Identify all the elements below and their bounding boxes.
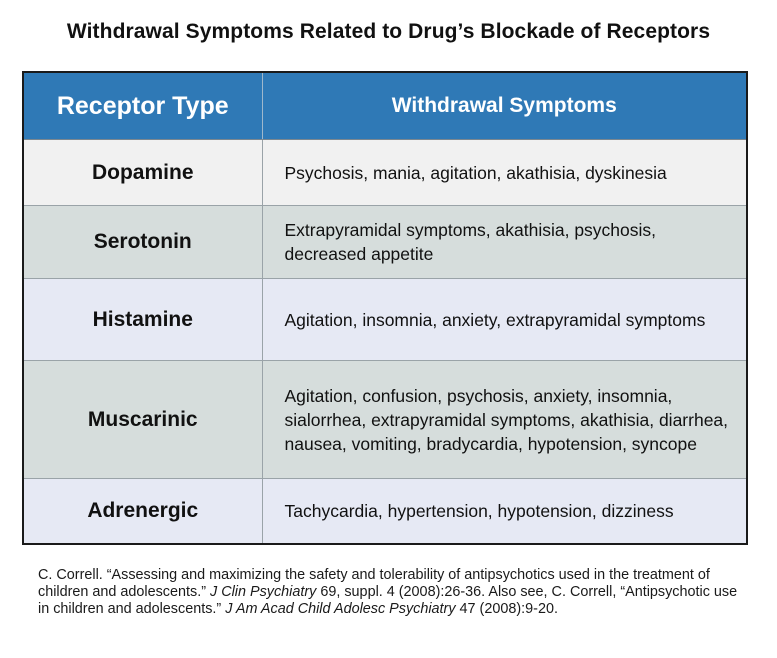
reference-journal-1: J Clin Psychiatry [210, 584, 317, 600]
symptoms-cell: Extrapyramidal symptoms, akathisia, psychosis, decreased appetite [262, 206, 746, 279]
reference-text-3: 47 (2008):9-20. [455, 601, 558, 617]
symptoms-cell: Agitation, insomnia, anxiety, extrapyramidal symptoms [262, 279, 746, 361]
table-header-row [24, 73, 746, 140]
reference-citation [38, 567, 748, 618]
symptoms-table-grid [24, 73, 746, 543]
symptoms-cell: Tachycardia, hypertension, hypotension, dizziness [262, 479, 746, 544]
table-row-adrenergic [24, 479, 746, 544]
receptor-cell: Histamine [24, 279, 262, 361]
symptoms-table [22, 71, 748, 545]
receptor-cell: Dopamine [24, 140, 262, 206]
reference-text-2: 69, suppl. 4 (2008):26-36. Also see, C. Correll, “Antipsychotic use in children and adolescents.” [38, 584, 738, 617]
table-row-serotonin [24, 206, 746, 279]
symptoms-cell: Agitation, confusion, psychosis, anxiety, insomnia, sialorrhea, extrapyramidal symptoms, akathisia, diarrhea, nausea, vomiting, bradycardia, hypotension, syncope [262, 361, 746, 479]
receptor-cell: Serotonin [24, 206, 262, 279]
table-row-dopamine [24, 140, 746, 206]
page-title: Withdrawal Symptoms Related to Drug’s Blockade of Receptors [66, 20, 711, 43]
table-row-muscarinic [24, 361, 746, 479]
reference-journal-2: J Am Acad Child Adolesc Psychiatry [225, 601, 456, 617]
symptoms-cell: Psychosis, mania, agitation, akathisia, dyskinesia [262, 140, 746, 206]
reference-text-1: C. Correll. “Assessing and maximizing the safety and tolerability of antipsychotics used in the treatment of children and adolescents.” [38, 567, 710, 600]
column-header-withdrawal-symptoms: Withdrawal Symptoms [262, 73, 746, 140]
receptor-cell: Muscarinic [24, 361, 262, 479]
column-header-receptor-type: Receptor Type [24, 73, 262, 140]
receptor-cell: Adrenergic [24, 479, 262, 544]
table-row-histamine [24, 279, 746, 361]
